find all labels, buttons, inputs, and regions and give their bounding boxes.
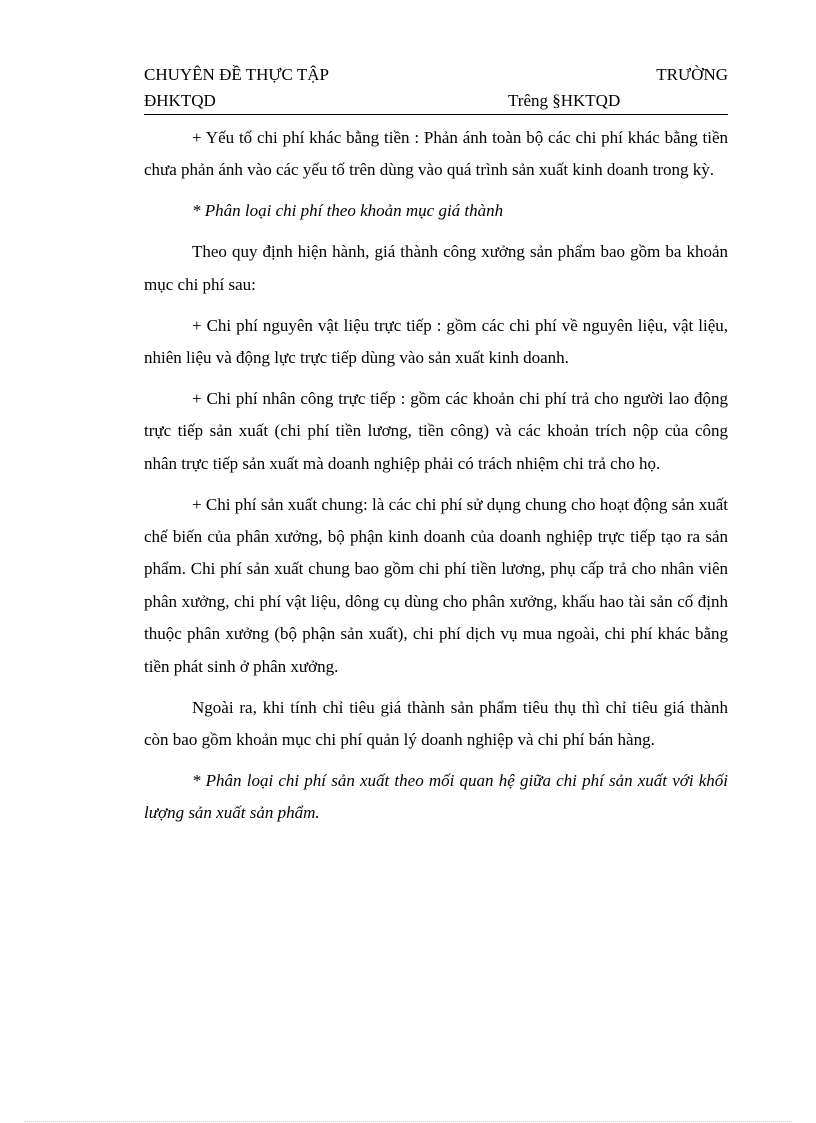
page-header [144,62,728,115]
header-school: TRƯỜNG [656,65,728,84]
header-row-top [144,62,728,88]
header-row-bottom [144,88,728,114]
header-title: CHUYÊN ĐỀ THỰC TẬP [144,65,329,84]
document-body [144,122,728,838]
paragraph-direct-labor: + Chi phí nhân công trực tiếp : gồm các khoản chi phí trả cho người lao động trực tiếp sản xuất (chi phí tiền lương, tiền công) và các khoản trích nộp của công nhân trực tiếp sản xuất mà doanh nghiệp phải có trách nhiệm chi trả cho họ. [144,388,728,473]
paragraph-cost-items-intro: Theo quy định hiện hành, giá thành công xưởng sản phẩm bao gồm ba khoản mục chi phí sau: [144,242,728,294]
paragraph-additional-items: Ngoài ra, khi tính chỉ tiêu giá thành sản phẩm tiêu thụ thì chỉ tiêu giá thành còn bao gồm khoản mục chi phí quản lý doanh nghiệp và chi phí bán hàng. [144,697,728,749]
header-school-abbr-legacy: Trêng §HKTQD [508,91,621,110]
section-heading-cost-by-item: * Phân loại chi phí theo khoản mục giá thành [192,201,504,221]
paragraph-overhead: + Chi phí sản xuất chung: là các chi phí sử dụng chung cho hoạt động sản xuất chế biến của phân xưởng, bộ phận kinh doanh của doanh nghiệp trực tiếp tạo ra sản phẩm. Chi phí sản xuất chung bao gồm chi phí tiền lương, phụ cấp trả cho nhân viên phân xưởng, chi phí vật liệu, dông cụ dùng cho phân xưởng, khấu hao tài sản cố định thuộc phân xưởng (bộ phận sản xuất), chi phí dịch vụ mua ngoài, chi phí khác bằng tiền phát sinh ở phân xưởng. [144,494,728,676]
page-bottom-divider [24,1121,792,1122]
paragraph-direct-materials: + Chi phí nguyên vật liệu trực tiếp : gồm các chi phí về nguyên liệu, vật liệu, nhiên liệu và động lực trực tiếp dùng vào sản xuất kinh doanh. [144,315,728,367]
header-school-abbr: ĐHKTQD [144,91,216,110]
section-heading-cost-volume: * Phân loại chi phí sản xuất theo mối quan hệ giữa chi phí sản xuất với khối lượng sản xuất sản phẩm. [144,770,728,823]
paragraph-other-cash-costs: + Yếu tố chi phí khác bằng tiền : Phản ánh toàn bộ các chi phí khác bằng tiền chưa phản ánh vào các yếu tố trên dùng vào quá trình sản xuất kinh doanh trong kỳ. [144,128,728,180]
